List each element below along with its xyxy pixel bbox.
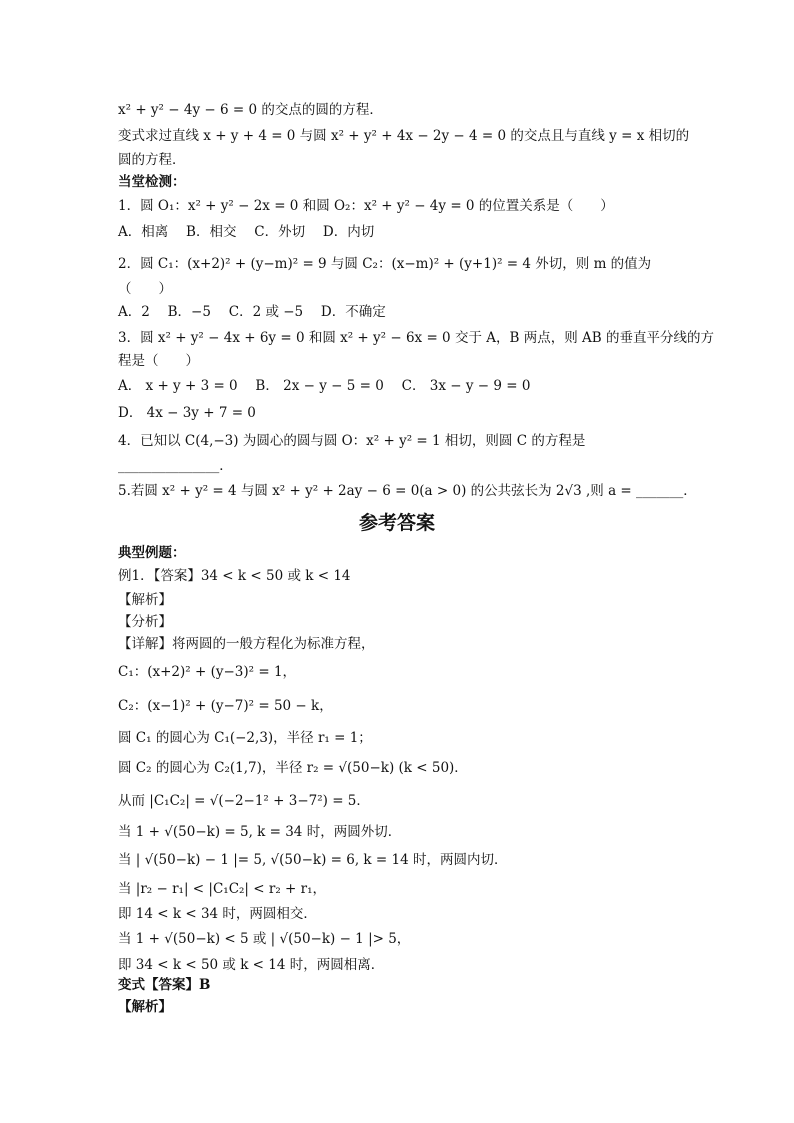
solution-line: 当 1 + √(50−k) = 5, k = 34 时，两圆外切． [118, 824, 402, 840]
text-line: 变式求过直线 x + y + 4 = 0 与圆 x² + y² + 4x − 2y − 4 = 0 的交点且与直线 y = x 相切的 [118, 128, 690, 144]
variant-answer: 变式【答案】B [118, 977, 211, 993]
analysis-label: 【分析】 [118, 614, 172, 630]
solution-line: 圆 C₂ 的圆心为 C₂(1,7)，半径 r₂ = √(50−k) (k < 50)． [118, 760, 468, 776]
question-1-options: A．相离 B．相交 C．外切 D．内切 [118, 224, 375, 240]
question-4-blank: _______________． [118, 458, 233, 474]
section-heading: 当堂检测： [118, 174, 186, 190]
solution-line: 【详解】将两圆的一般方程化为标准方程， [118, 636, 375, 652]
question-1: 1．圆 O₁：x² + y² − 2x = 0 和圆 O₂：x² + y² − 4y = 0 的位置关系是（ ） [118, 198, 614, 214]
solution-line: C₂：(x−1)² + (y−7)² = 50 − k， [118, 698, 333, 714]
question-4: 4．已知以 C(4,−3) 为圆心的圆与圆 O：x² + y² = 1 相切，则圆 C 的方程是 [118, 433, 586, 449]
solution-line: 圆 C₁ 的圆心为 C₁(−2,3)，半径 r₁ = 1； [118, 730, 372, 746]
question-2-options: A．2 B．−5 C．2 或 −5 D．不确定 [118, 304, 386, 320]
question-3: 3．圆 x² + y² − 4x + 6y = 0 和圆 x² + y² − 6x = 0 交于 A，B 两点，则 AB 的垂直平分线的方 [118, 330, 714, 346]
solution-line: C₁：(x+2)² + (y−3)² = 1， [118, 664, 297, 680]
question-3-options: A． x + y + 3 = 0 B． 2x − y − 5 = 0 C． 3x − y − 9 = 0 [118, 378, 531, 394]
solution-line: 当 1 + √(50−k) < 5 或 | √(50−k) − 1 |> 5， [118, 931, 411, 947]
solution-line: 从而 |C₁C₂| = √(−2−1² + 3−7²) = 5． [118, 793, 370, 809]
solution-line: 即 34 < k < 50 或 k < 14 时，两圆相离． [118, 957, 385, 973]
text-line: 圆的方程． [118, 152, 186, 168]
example-1-answer: 例1．【答案】34 < k < 50 或 k < 14 [118, 568, 351, 584]
analysis-label: 【解析】 [118, 999, 172, 1015]
question-2: 2．圆 C₁：(x+2)² + (y−m)² = 9 与圆 C₂：(x−m)² + (y+1)² = 4 外切，则 m 的值为 [118, 256, 652, 272]
question-3-option-d: D． 4x − 3y + 7 = 0 [118, 405, 256, 421]
section-heading: 典型例题： [118, 545, 186, 561]
solution-line: 当 | √(50−k) − 1 |= 5, √(50−k) = 6, k = 14 时，两圆内切． [118, 852, 508, 868]
text-line: x² + y² − 4y − 6 = 0 的交点的圆的方程． [118, 102, 383, 118]
question-3-cont: 程是（ ） [118, 353, 199, 369]
question-2-blank: （ ） [118, 281, 172, 297]
solution-line: 即 14 < k < 34 时，两圆相交． [118, 906, 317, 922]
answer-heading: 参考答案 [358, 512, 435, 534]
question-5: 5.若圆 x² + y² = 4 与圆 x² + y² + 2ay − 6 = 0(a > 0) 的公共弦长为 2√3 ,则 a = _______． [118, 483, 697, 499]
solution-line: 当 |r₂ − r₁| < |C₁C₂| < r₂ + r₁， [118, 881, 327, 897]
analysis-label: 【解析】 [118, 592, 172, 608]
